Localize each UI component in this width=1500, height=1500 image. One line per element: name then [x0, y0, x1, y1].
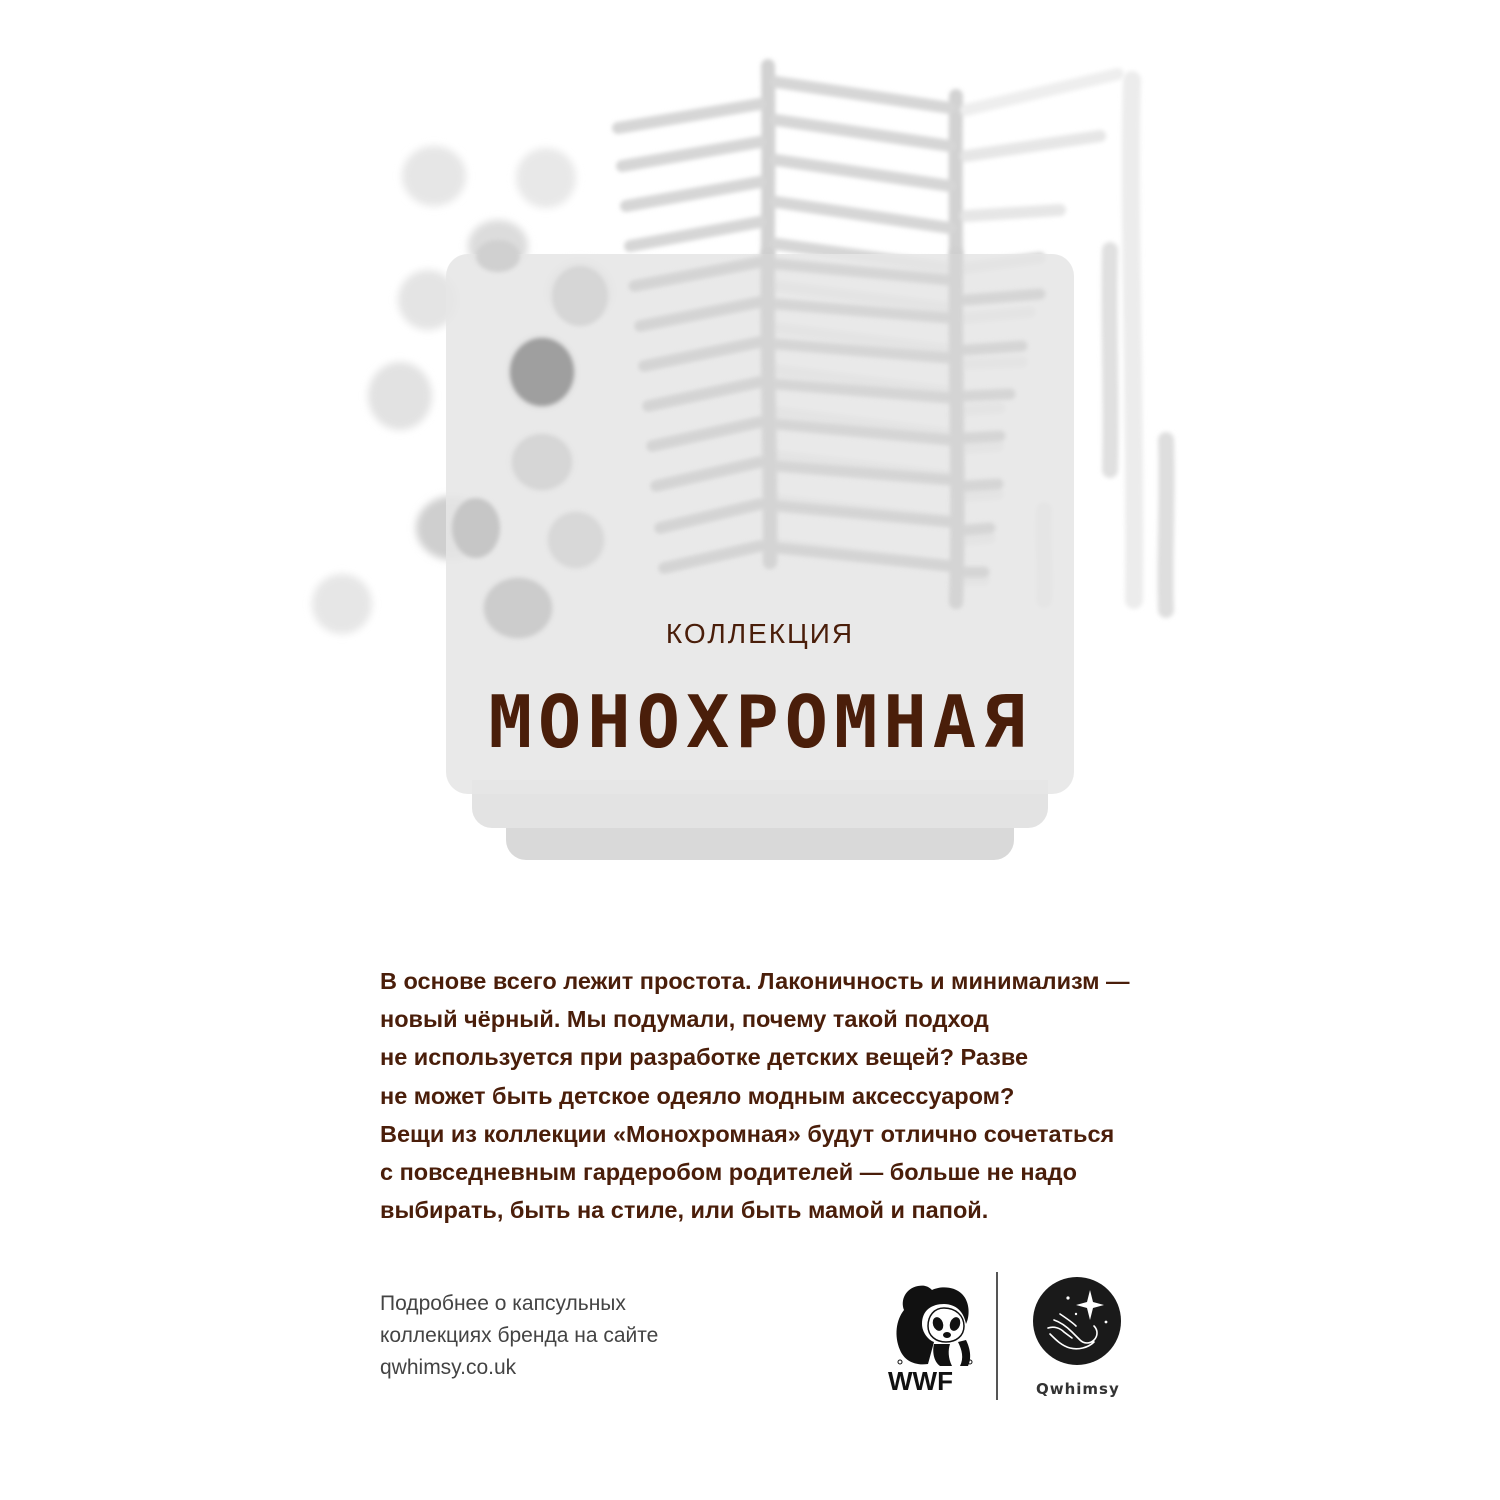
more-info-line: коллекциях бренда на сайте: [380, 1324, 659, 1347]
partner-logos: [880, 1268, 1140, 1408]
collection-description: [380, 962, 1180, 1229]
description-line: не используется при разработке детских вещей? Разве: [380, 1044, 1029, 1071]
wwf-label: WWF: [888, 1366, 953, 1396]
brand-label: Qwhimsy: [1036, 1380, 1120, 1398]
collection-title: МОНОХРОМНАЯ: [488, 680, 1032, 764]
description-line: Вещи из коллекции «Монохромная» будут отлично сочетаться: [380, 1120, 1115, 1147]
panda-icon: [888, 1280, 974, 1368]
description-line: выбирать, быть на стиле, или быть мамой и папой.: [380, 1197, 989, 1224]
description-line: не может быть детское одеяло модным аксессуаром?: [380, 1082, 1015, 1109]
description-line: новый чёрный. Мы подумали, почему такой подход: [380, 1006, 989, 1033]
description-line: В основе всего лежит простота. Лаконичность и минимализм —: [380, 968, 1130, 994]
description-line: с повседневным гардеробом родителей — больше не надо: [380, 1159, 1077, 1186]
more-info: [380, 1288, 658, 1384]
hand-star-icon: [1032, 1276, 1122, 1366]
website-link[interactable]: qwhimsy.co.uk: [380, 1356, 517, 1379]
logo-divider: [996, 1272, 998, 1400]
collection-kicker: КОЛЛЕКЦИЯ: [665, 618, 855, 649]
more-info-line: Подробнее о капсульных: [380, 1292, 626, 1315]
